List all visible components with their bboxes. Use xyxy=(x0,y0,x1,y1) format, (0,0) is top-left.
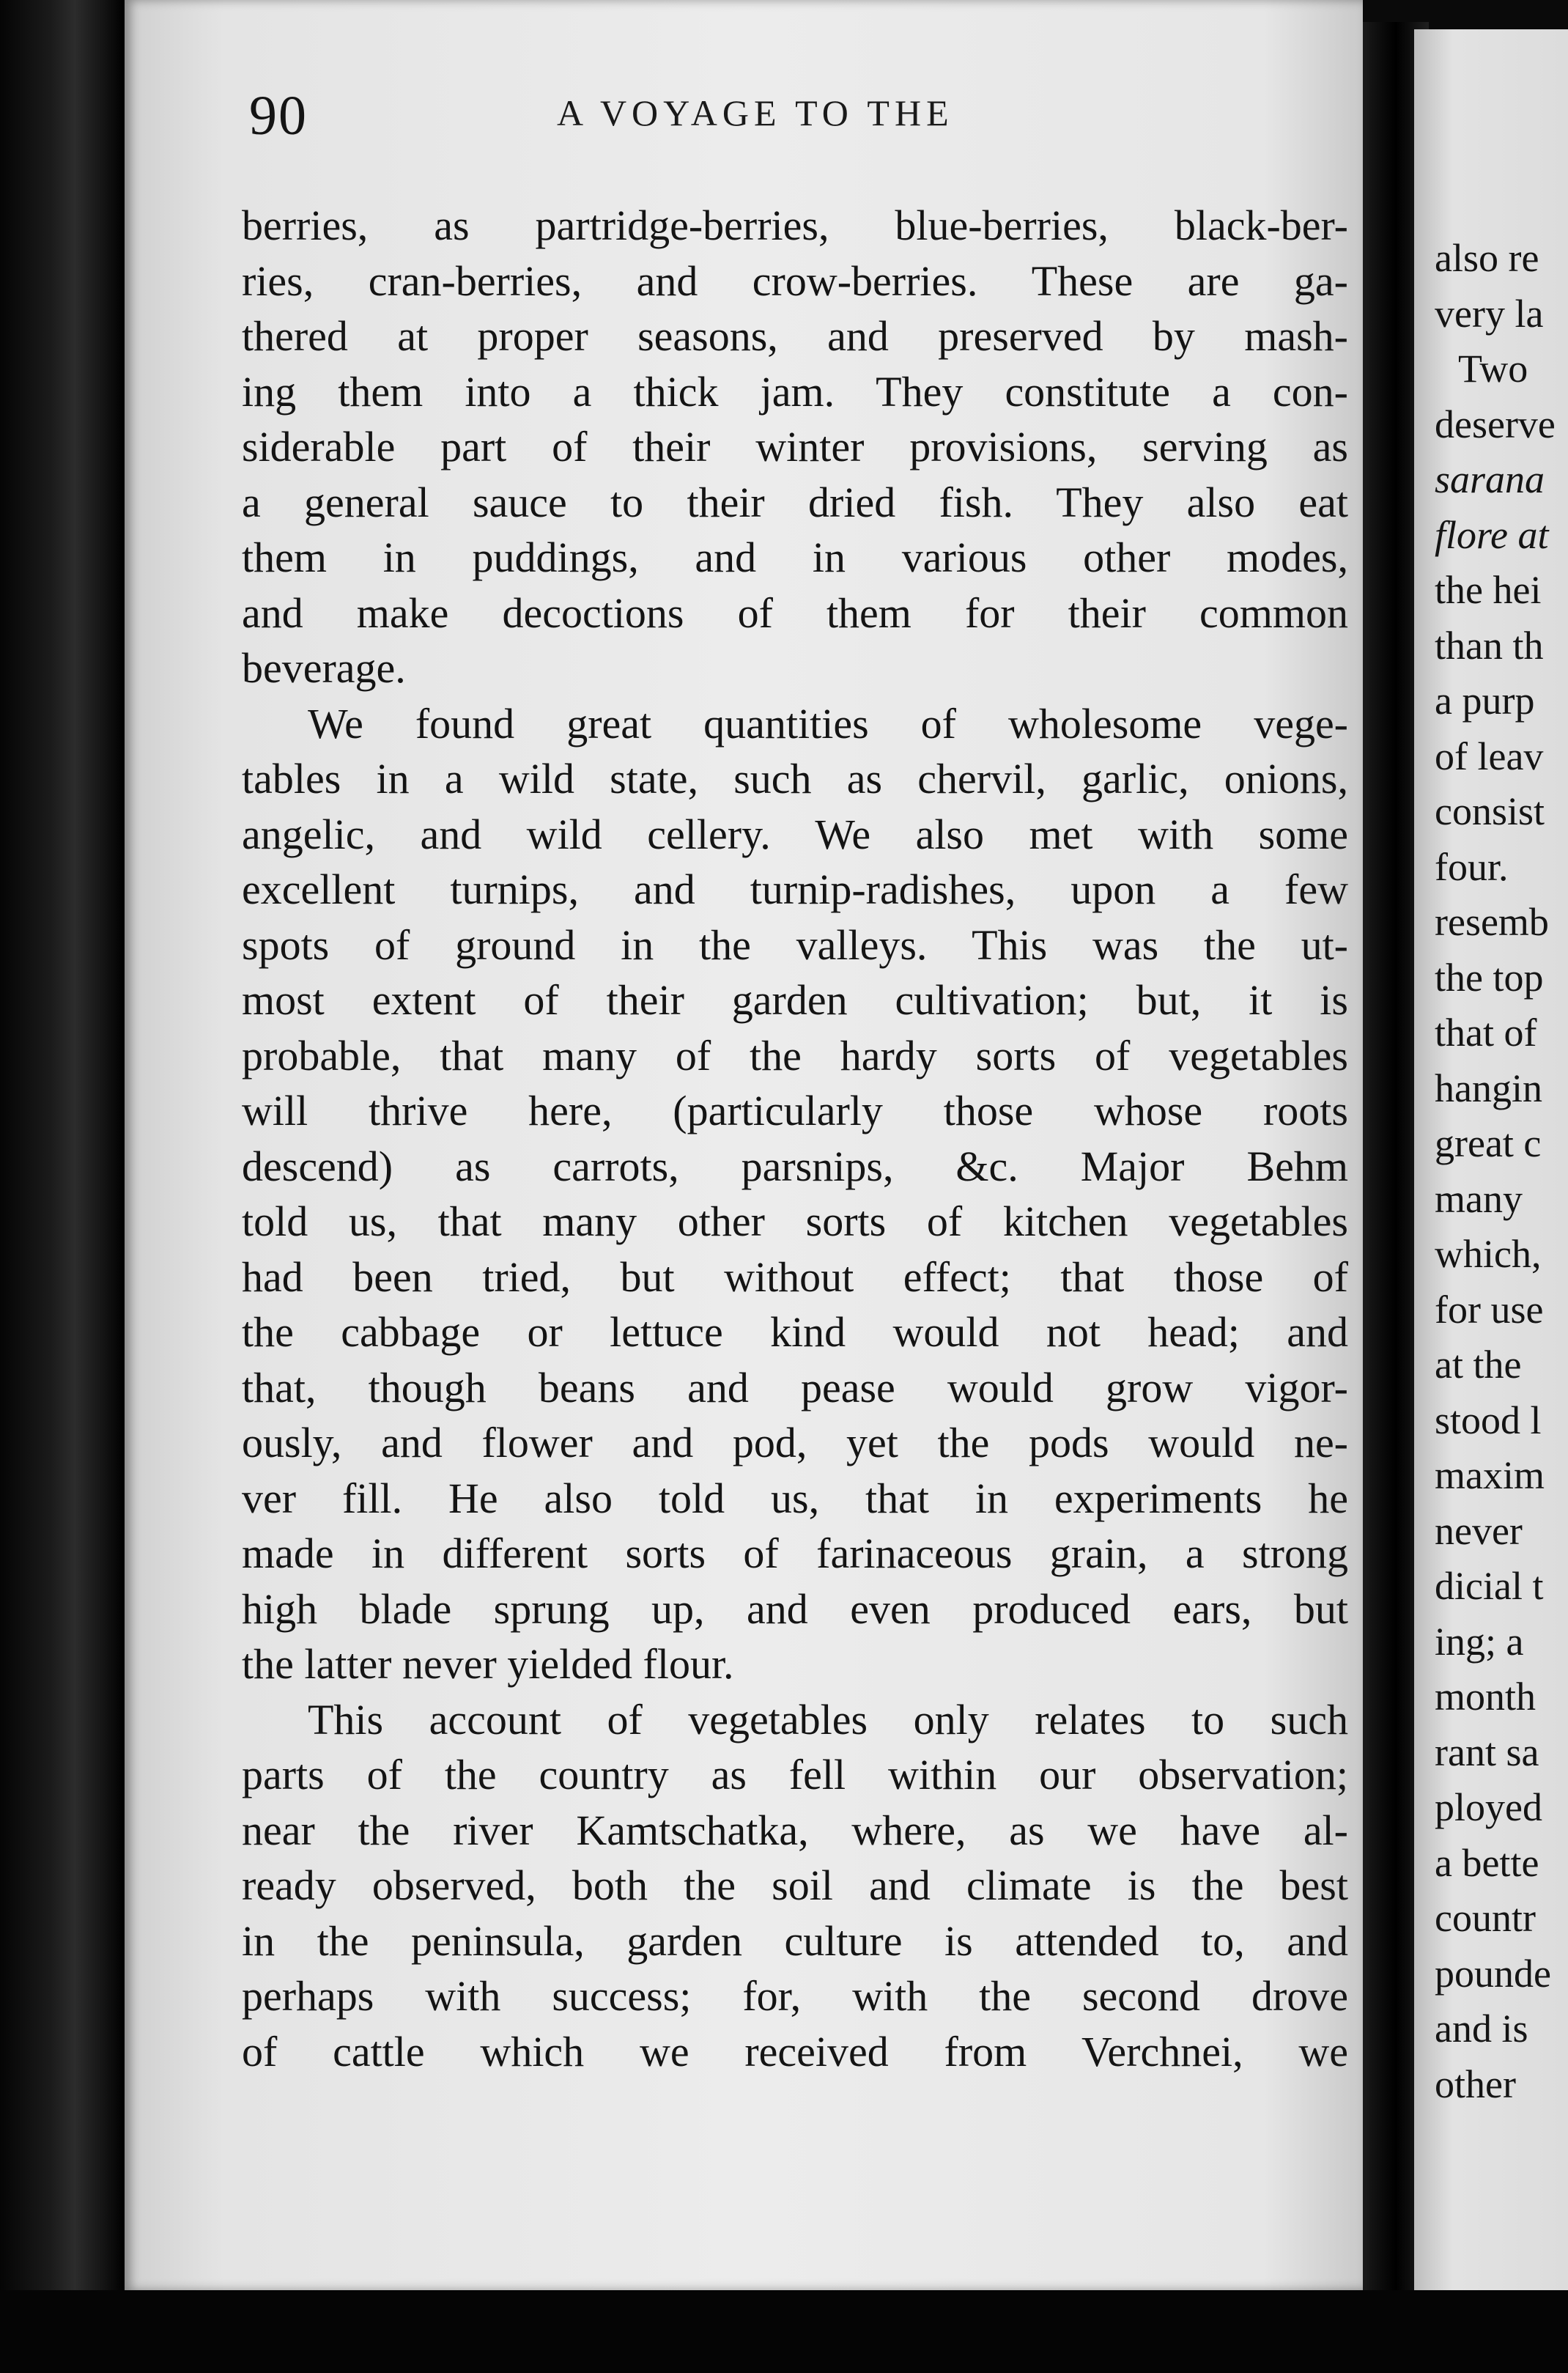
text-line: in the peninsula, garden culture is attended to, and xyxy=(242,1916,1348,1965)
text-line: perhaps with success; for, with the second drove xyxy=(242,1972,1348,2020)
text-fragment: many xyxy=(1435,1176,1523,1221)
text-line: angelic, and wild cellery. We also met with some xyxy=(242,810,1348,858)
paragraph-first-line: We found great quantities of wholesome vege- xyxy=(308,699,1348,748)
text-fragment: sarana xyxy=(1435,457,1545,501)
text-line: beverage. xyxy=(242,644,406,692)
text-fragment: and is xyxy=(1435,2007,1528,2051)
text-fragment: great c xyxy=(1435,1121,1542,1165)
text-line: that, though beans and pease would grow vigor- xyxy=(242,1363,1348,1411)
text-line: high blade sprung up, and even produced ears, but xyxy=(242,1584,1348,1633)
text-fragment: ing; a xyxy=(1435,1619,1524,1664)
scan-bottom-edge xyxy=(0,2290,1568,2373)
text-line: of cattle which we received from Verchnei, we xyxy=(242,2027,1348,2075)
text-fragment: than th xyxy=(1435,623,1544,668)
text-fragment: for use xyxy=(1435,1287,1544,1332)
text-line: siderable part of their winter provisions, serving as xyxy=(242,423,1348,470)
text-line: ready observed, both the soil and climate is the best xyxy=(242,1861,1348,1909)
text-line: probable, that many of the hardy sorts of vegetables xyxy=(242,1031,1348,1080)
text-fragment: a bette xyxy=(1435,1840,1539,1885)
text-fragment: maxim xyxy=(1435,1453,1545,1497)
right-page-text xyxy=(1414,231,1568,2112)
text-fragment: never xyxy=(1435,1508,1523,1553)
text-line: most extent of their garden cultivation; but, it is xyxy=(242,976,1348,1024)
right-page-edge xyxy=(1414,29,1568,2301)
book-binding-shadow xyxy=(0,0,125,2373)
text-fragment: other xyxy=(1435,2062,1516,2106)
text-fragment: deserve xyxy=(1435,402,1556,446)
text-line: ries, cran-berries, and crow-berries. These are ga- xyxy=(242,257,1348,305)
text-fragment: dicial t xyxy=(1435,1564,1544,1608)
text-line: ing them into a thick jam. They constitute a con- xyxy=(242,367,1348,416)
text-fragment: flore at xyxy=(1435,512,1549,557)
text-fragment: at the xyxy=(1435,1343,1522,1387)
text-line: ver fill. He also told us, that in experiments he xyxy=(242,1474,1348,1522)
text-fragment: also re xyxy=(1435,236,1539,280)
text-fragment: a purp xyxy=(1435,679,1535,723)
text-line: the latter never yielded flour. xyxy=(242,1640,734,1688)
text-line: will thrive here, (particularly those whose roots xyxy=(242,1087,1348,1134)
text-fragment: countr xyxy=(1435,1896,1536,1940)
text-line: and make decoctions of them for their common xyxy=(242,588,1348,637)
text-line: the cabbage or lettuce kind would not head; and xyxy=(242,1308,1348,1356)
text-line: told us, that many other sorts of kitchen vegetables xyxy=(242,1197,1348,1245)
text-line: near the river Kamtschatka, where, as we have al- xyxy=(242,1806,1348,1854)
text-fragment: consist xyxy=(1435,789,1545,833)
body-text xyxy=(242,198,1348,2079)
text-line: spots of ground in the valleys. This was the ut- xyxy=(242,920,1348,969)
page-number: 90 xyxy=(249,85,308,147)
text-fragment: ployed xyxy=(1435,1785,1542,1829)
text-fragment: which, xyxy=(1435,1232,1542,1276)
text-fragment: of leav xyxy=(1435,734,1544,778)
paragraph-first-line: This account of vegetables only relates to such xyxy=(308,1695,1348,1743)
text-fragment: pounde xyxy=(1435,1951,1551,1996)
text-line: ously, and flower and pod, yet the pods would ne- xyxy=(242,1419,1348,1466)
text-fragment: four. xyxy=(1435,844,1509,889)
page-header xyxy=(249,84,1348,147)
text-line: made in different sorts of farinaceous grain, a strong xyxy=(242,1529,1348,1577)
text-fragment: the top xyxy=(1435,955,1544,1000)
text-fragment: rant sa xyxy=(1435,1730,1539,1774)
text-line: descend) as carrots, parsnips, &c. Major Behm xyxy=(242,1142,1348,1190)
running-head: A VOYAGE TO THE xyxy=(557,92,954,133)
text-fragment: stood l xyxy=(1435,1398,1542,1442)
text-line: had been tried, but without effect; that those of xyxy=(242,1252,1348,1301)
text-fragment: very la xyxy=(1435,291,1544,336)
text-fragment: that of xyxy=(1435,1011,1537,1055)
text-fragment: hangin xyxy=(1435,1066,1542,1110)
text-line: them in puddings, and in various other modes, xyxy=(242,534,1348,581)
text-line: tables in a wild state, such as chervil, garlic, onions, xyxy=(242,755,1348,802)
text-fragment: resemb xyxy=(1435,900,1549,944)
text-fragment: Two xyxy=(1458,347,1528,391)
text-fragment: the hei xyxy=(1435,568,1542,612)
text-line: parts of the country as fell within our observation; xyxy=(242,1751,1348,1798)
text-line: excellent turnips, and turnip-radishes, upon a few xyxy=(242,866,1348,913)
text-line: thered at proper seasons, and preserved by mash- xyxy=(242,312,1348,360)
text-line: berries, as partridge-berries, blue-berries, black-ber- xyxy=(242,202,1348,249)
text-line: a general sauce to their dried fish. They also eat xyxy=(242,478,1348,526)
text-fragment: month xyxy=(1435,1675,1536,1719)
